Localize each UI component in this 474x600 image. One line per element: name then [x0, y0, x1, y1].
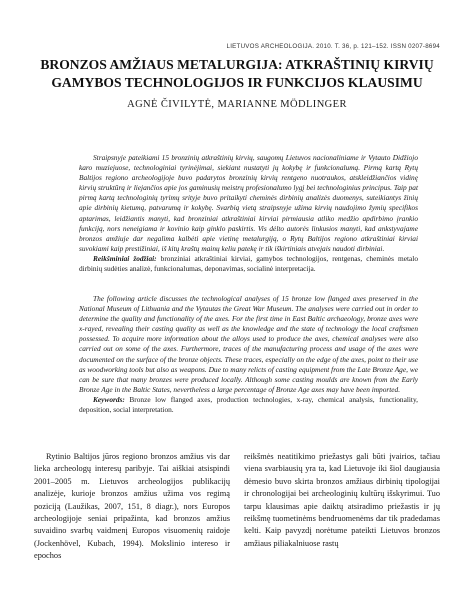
keywords-lt-label: Reikšminiai žodžiai: — [93, 253, 157, 263]
keywords-en-text: Bronze low flanged axes, production technologies, x-ray, chemical analysis, functionality, deposition, social interpretation. — [79, 394, 419, 415]
title-line-2: GAMYBOS TECHNOLOGIJOS IR FUNKCIJOS KLAUSIMU — [51, 74, 423, 90]
running-head: LIETUVOS ARCHEOLOGIJA. 2010. T. 36, p. 121–152. ISSN 0207-8694 — [226, 43, 440, 50]
authors: AGNĖ ČIVILYTĖ, MARIANNE MÖDLINGER — [127, 99, 347, 110]
abstract-english — [79, 294, 418, 415]
body-column-right — [244, 451, 440, 550]
abstract-en-text: The following article discusses the technological analyses of 15 bronze low flanged axes preserved in the National Museum of Lithuania and the Vytautas the Great War Museum. The analyses were carried out in order to determine the quality and functionality of the axes. For the first time in East Baltic archaeology, bronze axes were x-rayed, revealing their casting quality as well as the knowledge and the state of technology the local craftsmen possessed. To acquire more information about the alloys used to produce the axes, chemical analyses were also carried out on some of the axes. Furthermore, traces of the manufacturing process and usage of the axes were documented on the surface of the bronze objects. These traces, especially on the edge of the axes, point to their use as woodworking tools but also as weapons. Due to many relicts of casting equipment from the Late Bronze Age, we can be sure that many bronzes were produced locally. Although some casting moulds are known from the Early Bronze Age in the Baltic States, nevertheless a large percentage of Bronze Age axes may have been imported. — [79, 294, 418, 394]
keywords-en-label: Keywords: — [93, 394, 125, 404]
keywords-lt — [79, 254, 418, 274]
abstract-lithuanian — [79, 153, 418, 274]
body-right-paragraph: reikšmės neatitikimo priežastys gali būti įvairios, tačiau viena svarbiausių yra ta, kad Lietuvoje iki šiol daugiausia dėmesio buvo skirta bronzos amžiaus dirbinių tipologijai ir chronologijai bei archeologinių kultūrų išskyrimui. Tuo tarpu klausimas apie daiktų atsiradimo priežastis ir jų reikšmę tuometinėms bendruomenėms dar tik pradedamas kelti. Kaip pavyzdį norėtume pateikti Lietuvos bronzos amžiaus piliakalniuose rastų — [244, 452, 440, 548]
body-column-left — [34, 451, 230, 563]
keywords-lt-text: bronziniai atkraštiniai kirviai, gamybos technologijos, rentgenas, cheminės metalo dirbinių sudėties analizė, funkcionalumas, deponavimas, socialinė interpretacija. — [79, 253, 418, 274]
keywords-en — [79, 395, 418, 415]
title-line-1: BRONZOS AMŽIAUS METALURGIJA: ATKRAŠTINIŲ KIRVIŲ — [40, 57, 434, 72]
article-title — [0, 56, 474, 91]
abstract-lt-text: Straipsnyje pateikiami 15 bronzinių atkraštinių kirvių, saugomų Lietuvos nacionaliniame ir Vytauto Didžiojo karo muziejuose, technologiniai tyrinėjimai, siekiant nustatyti jų kokybę ir funkcionalumą. Pirmą kartą Rytų Baltijos regiono archeologijoje buvo padarytos bronzinių kirvių rentgeno nuotraukos, atskleidžiančios vidinę kirvių struktūrą ir liejančios apie jos gaminusių meistrų profesionalumo lygį bei technologinius principus. Taip pat pirmą kartą technologinių tyrimų srityje buvo pritaikyti cheminės dirbinių analizės duomenys, suteikiantys žinių apie dirbinių kietumą, patvarumą ir kokybę. Svarbią vietą straipsnyje užima kirvių naudojimo žymių specifikos aptarimas, leidžiantis manyti, kad bronziniai atkraštiniai kirviai pirmiausia atliko medžio apdirbimo įrankio funkciją, nors neneigiama ir kovinio kaip ginklo paskirtis. Vis dėlto autorės linkusios manyti, kad ankstyvajame bronzos amžiuje dar negalima kalbėti apie vietinę metalurgiją, o Rytų Baltijos regiono atkraštiniai kirviai suvokiami kaip prestižiniai, iš kitų kraštų mainų keliu patekę ir tik iškirtiniais atvejais naudoti dirbiniai. — [79, 153, 418, 253]
body-left-paragraph: Rytinio Baltijos jūros regiono bronzos amžius vis dar lieka archeologų interesų paribyje. Tai aiškiai atsispindi 2001–2005 m. Lietuvos archeologijos publikacijų analizėje, kurioje bronzos amžius užima vos regimą poziciją (Laužikas, 2007, 151, 8 diagr.), nors Europos archeologijoje seniai pripažinta, kad bronzos amžius suvaidino svarbų vaidmenį Europos visuomenių raidoje (Jockenhövel, Kubach, 1994). Mokslinio intereso ir epochos — [34, 452, 230, 561]
